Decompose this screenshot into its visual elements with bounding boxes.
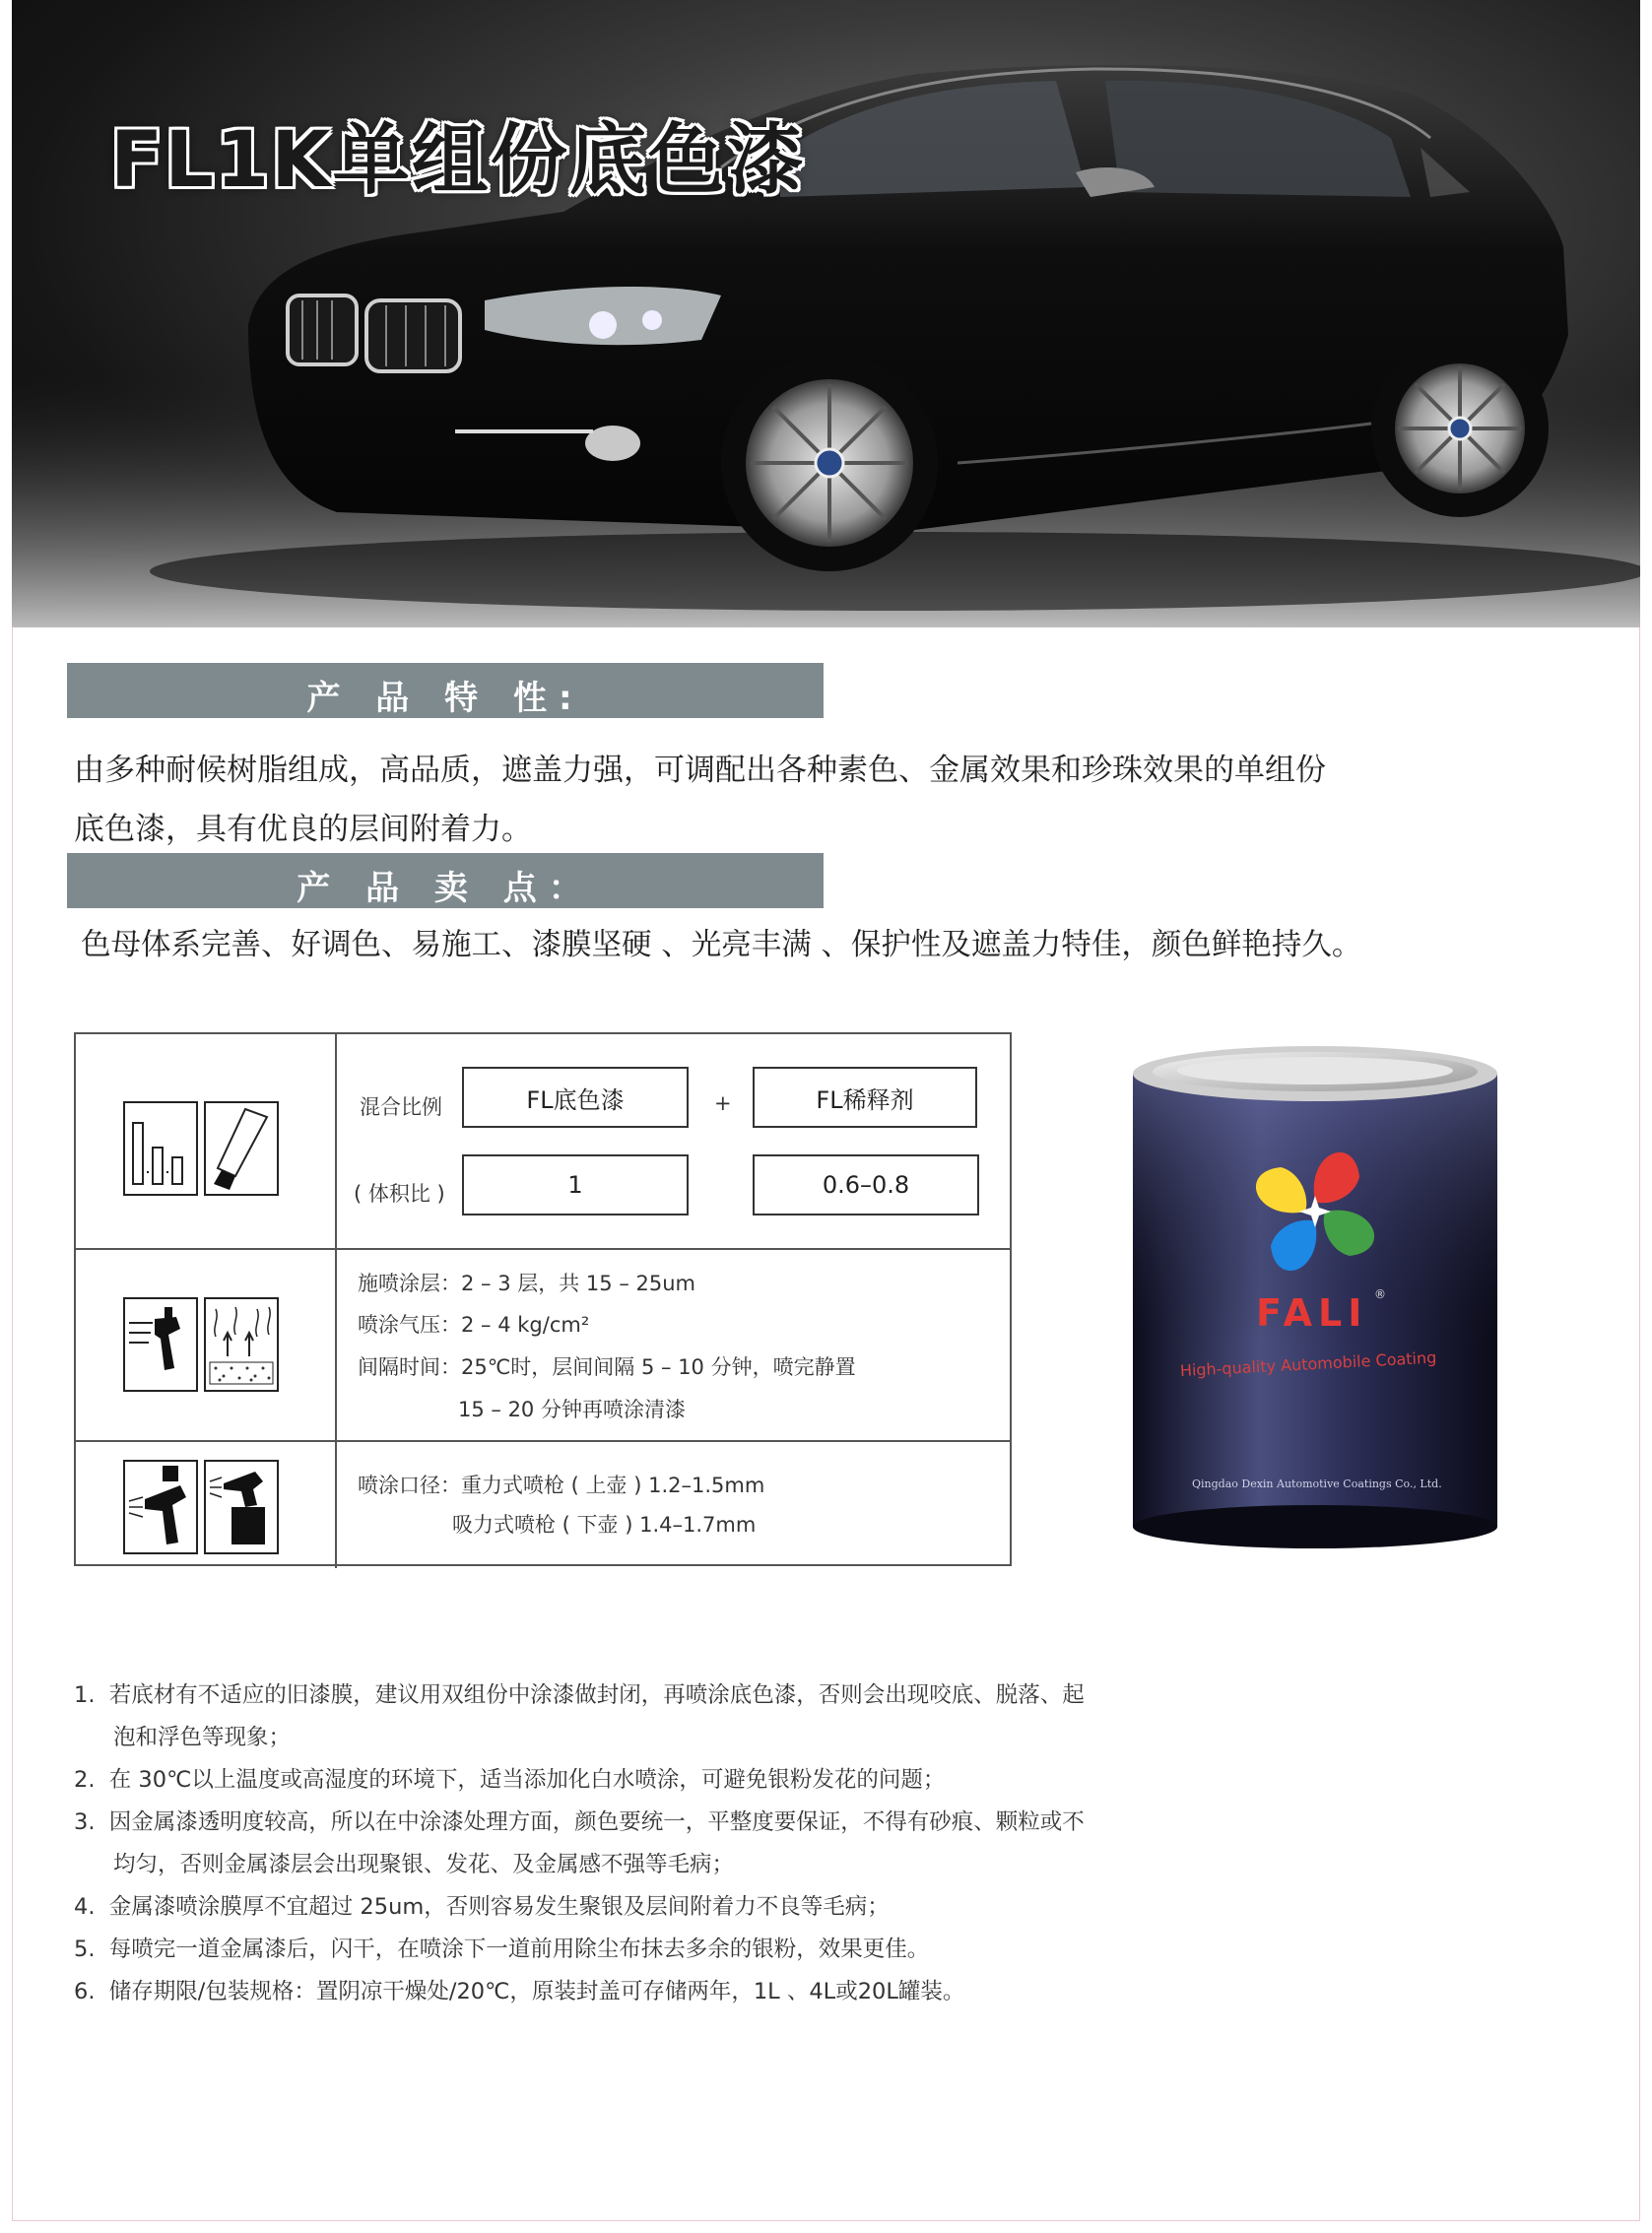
spray-gun-icon (123, 1297, 198, 1392)
note-number: 5. (74, 1937, 96, 1962)
hero-banner (12, 0, 1640, 627)
volume-ratio-label: ( 体积比 ) (354, 1182, 445, 1206)
mix-ratio-label: 混合比例 (360, 1095, 442, 1119)
notes-list (74, 1675, 1236, 2013)
plus-sign: + (714, 1091, 732, 1115)
spray-coats: 施喷涂层：2 – 3 层，共 15 – 25um (358, 1272, 695, 1295)
features-heading-bar (67, 663, 824, 718)
nozzle-icons (76, 1442, 337, 1568)
note-item (74, 1929, 1236, 1971)
spray-interval-cont: 15 – 20 分钟再喷涂清漆 (458, 1398, 686, 1421)
can-tagline: High-quality Automobile Coating (1179, 1347, 1437, 1381)
stirring-stick-icon (204, 1101, 279, 1196)
note-item (74, 1971, 1236, 2013)
note-number: 6. (74, 1979, 96, 2004)
note-text: 每喷完一道金属漆后，闪干，在喷涂下一道前用除尘布抹去多余的银粉，效果更佳。 (108, 1937, 930, 1962)
value-a-box: 1 (462, 1154, 689, 1215)
spray-row (76, 1248, 1010, 1442)
note-text: 因金属漆透明度较高，所以在中涂漆处理方面，颜色要统一，平整度要保证，不得有砂痕、颗粒或不 (108, 1809, 1085, 1835)
component-a-box: FL底色漆 (462, 1067, 689, 1128)
spray-interval: 间隔时间：25℃时，层间间隔 5 – 10 分钟，喷完静置 (358, 1355, 856, 1379)
component-b-box: FL稀释剂 (753, 1067, 977, 1128)
mix-icons (76, 1034, 337, 1248)
suction-gun-icon (204, 1460, 279, 1554)
note-item (74, 1675, 1236, 1717)
note-number: 4. (74, 1894, 96, 1920)
value-b-box: 0.6–0.8 (753, 1154, 979, 1215)
page-title: FL1K单组份底色漆 (110, 116, 806, 205)
note-text: 储存期限/包装规格：置阴凉干燥处/20℃，原装封盖可存储两年，1L 、4L或20L罐装。 (108, 1979, 965, 2004)
mix-row (76, 1034, 1010, 1248)
gravity-gun-icon (123, 1460, 198, 1554)
features-line: 底色漆，具有优良的层间附着力。 (74, 812, 532, 847)
nozzle-row (76, 1440, 1010, 1568)
features-heading: 产 品 特 性: (306, 679, 584, 718)
spray-icons (76, 1250, 337, 1442)
measuring-cup-icon (123, 1101, 198, 1196)
note-item (74, 1886, 1236, 1929)
note-text: 金属漆喷涂膜厚不宜超过 25um，否则容易发生聚银及层间附着力不良等毛病； (108, 1894, 890, 1920)
can-company: Qingdao Dexin Automotive Coatings Co., Ltd. (1192, 1478, 1442, 1490)
paint-can-image (1123, 1044, 1507, 1556)
nozzle-gravity: 喷涂口径：重力式喷枪 ( 上壶 ) 1.2–1.5mm (358, 1474, 765, 1497)
note-number: 1. (74, 1682, 96, 1708)
can-brand: FALI (1256, 1291, 1368, 1335)
note-number: 2. (74, 1767, 96, 1793)
selling-text: 色母体系完善、好调色、易施工、漆膜坚硬 、光亮丰满 、保护性及遮盖力特佳，颜色鲜艳持久。 (81, 928, 1362, 962)
nozzle-suction: 吸力式喷枪 ( 下壶 ) 1.4–1.7mm (452, 1513, 757, 1537)
selling-heading: 产 品 卖 点： (297, 869, 594, 908)
can-registered: ® (1374, 1287, 1386, 1301)
note-item (74, 1759, 1236, 1802)
spray-pressure: 喷涂气压：2 – 4 kg/cm² (358, 1313, 590, 1337)
note-item-cont: 均匀，否则金属漆层会出现聚银、发花、及金属感不强等毛病； (113, 1852, 735, 1877)
features-text (74, 741, 1326, 859)
car-image (12, 0, 1640, 627)
spec-table (74, 1032, 1012, 1566)
note-item (74, 1802, 1236, 1844)
note-number: 3. (74, 1809, 96, 1835)
note-item-cont: 泡和浮色等现象； (113, 1725, 292, 1750)
selling-heading-bar (67, 853, 824, 908)
note-text: 在 30℃以上温度或高湿度的环境下，适当添加化白水喷涂，可避免银粉发花的问题； (108, 1767, 946, 1793)
note-text: 若底材有不适应的旧漆膜，建议用双组份中涂漆做封闭，再喷涂底色漆，否则会出现咬底、脱落、起 (108, 1682, 1085, 1708)
features-line: 由多种耐候树脂组成，高品质，遮盖力强，可调配出各种素色、金属效果和珍珠效果的单组份 (74, 753, 1326, 788)
drying-arrows-icon (204, 1297, 279, 1392)
